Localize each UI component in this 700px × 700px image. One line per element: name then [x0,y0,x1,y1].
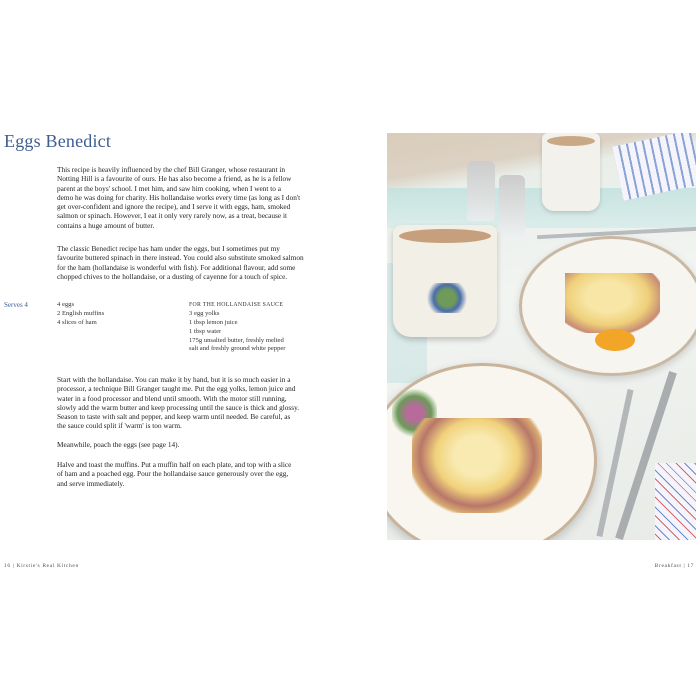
text-line: The classic Benedict recipe has ham under the eggs, but I sometimes put my [57,244,280,253]
footer-right: Breakfast | 17 [654,563,694,569]
text-line: Meanwhile, poach the eggs (see page 14). [57,440,180,449]
intro-paragraph-1 [57,165,300,230]
method-paragraph-3 [57,460,291,488]
eggs-benedict-front [412,418,542,513]
serves-label: Serves 4 [4,301,28,309]
text-line: processor, a technique Bill Granger taught me. Put the egg yolks, lemon juice and [57,384,296,394]
ingredient: 4 eggs [57,301,75,308]
tea [547,136,595,146]
text-line: the sauce could split if 'warm' is too warm. [57,421,182,431]
napkin [655,463,696,540]
text-line: parent at the boys' school. I met him, and saw him cooking, when I went to a [57,183,282,193]
salt-shaker [499,175,525,240]
method-paragraph-2 [57,440,179,449]
tea [399,229,491,243]
intro-paragraph-2 [57,244,304,281]
egg-yolk [595,329,635,351]
pepper-shaker [467,161,495,221]
text-line: of ham and a poached egg. Pour the hollandaise sauce generously over the egg, [57,469,289,479]
sauce-heading: FOR THE HOLLANDAISE SAUCE [189,302,284,308]
mug-pattern [417,283,477,313]
text-line: Season to taste with salt and pepper, and keep warm until needed. Be careful, as [57,412,291,422]
footer-left: 16 | Kirstie's Real Kitchen [4,563,79,569]
page-title: Eggs Benedict [4,131,112,151]
text-line: water in a food processor and blend until smooth. With the motor still running, [57,393,287,403]
ingredient: 1 tbsp lemon juice [189,318,238,326]
eggs-benedict-back [565,273,660,333]
text-line: for the ham (hollandaise is wonderful with fish). For additional flavour, add some [57,262,296,272]
text-line: Halve and toast the muffins. Put a muffin half on each plate, and top with a slice [57,460,292,469]
text-line: chopped chives to the hollandaise, or a dusting of cayenne for a touch of spice. [57,271,288,281]
ingredient: 2 English muffins [57,309,105,317]
method-paragraph-1 [57,375,299,431]
text-line: get over-confident and ignore the recipe), and I serve it with eggs, ham, smoked [57,202,291,212]
ingredient: 175g unsalted butter, freshly melted [189,336,284,344]
sauce-ingredients-list [189,301,286,354]
text-line: slowly add the warm butter and keep processing until the sauce is thick and glossy. [57,402,300,412]
text-line: Notting Hill is a favourite of ours. He has also become a friend, as he is a fellow [57,174,292,184]
ingredient: salt and freshly ground white pepper [189,345,286,353]
text-line: demo he was doing for charity. His hollandaise works every time (as long as I don't [57,192,301,202]
eggs-benedict-photo [387,133,696,540]
text-line: Start with the hollandaise. You can make it by hand, but it is so much easier in a [57,375,291,384]
ingredients-list [57,301,104,328]
text-line: This recipe is heavily influenced by the chef Bill Granger, whose restaurant in [57,165,286,174]
text-line: favourite buttered spinach in there instead. You could also substitute smoked salmon [57,253,304,263]
text-line: salmon or spinach. However, I eat it only very rarely now, as a treat, because it [57,211,288,221]
ingredient: 4 slices of ham [57,318,97,326]
text-line: and serve immediately. [57,478,125,488]
ingredient: 3 egg yolks [189,309,220,317]
text-line: contains a huge amount of butter. [57,220,155,230]
ingredient: 1 tbsp water [189,327,222,335]
